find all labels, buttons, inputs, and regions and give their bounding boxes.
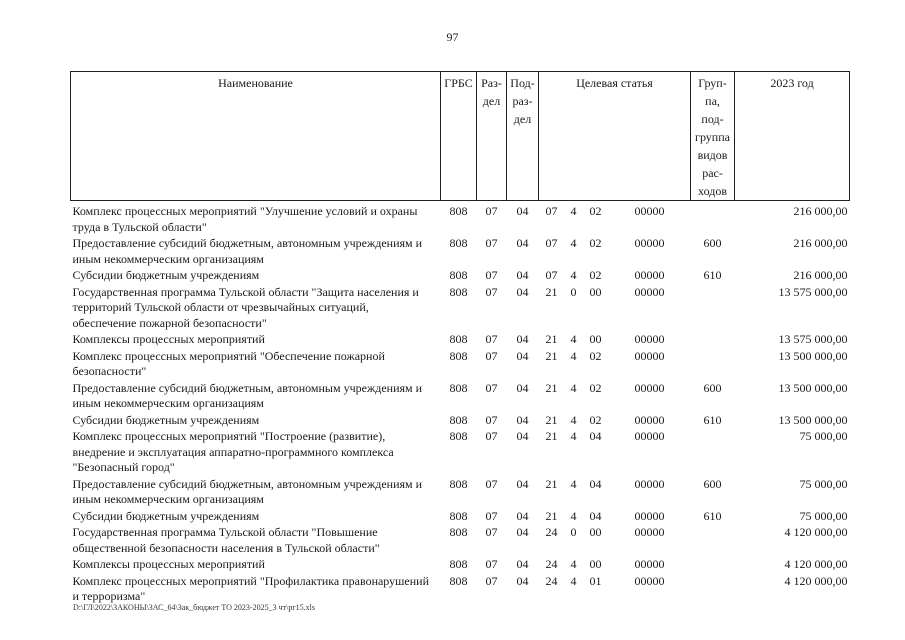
table-body: [71, 204, 850, 606]
cell-target-program: 21: [545, 332, 558, 346]
cell-name: Предоставление субсидий бюджетным, автономным учреждениям и иным некоммерческим организациям: [72, 380, 423, 410]
cell-expense-group: [691, 204, 735, 236]
table-header-row: [71, 72, 850, 201]
cell-expense-group: 610: [703, 412, 722, 427]
cell-grbs: 808: [449, 332, 468, 346]
cell-podrazdel: 04: [516, 236, 529, 250]
cell-amount: 216 000,00: [793, 204, 848, 218]
cell-podrazdel: 04: [516, 348, 529, 363]
cell-podrazdel: 04: [516, 332, 529, 346]
cell-target-code: 00000: [634, 204, 665, 218]
table-row: [71, 509, 850, 526]
cell-podrazdel: 04: [516, 476, 529, 491]
cell-razdel: 07: [485, 284, 498, 299]
cell-target-program: 21: [545, 412, 558, 427]
cell-grbs: 808: [449, 380, 468, 395]
cell-grbs: 808: [449, 412, 468, 427]
cell-target-program: 21: [545, 476, 558, 491]
cell-target-code: 00000: [634, 348, 665, 363]
cell-expense-group: [691, 349, 735, 381]
cell-target-program: 21: [545, 380, 558, 395]
cell-podrazdel: 04: [516, 380, 529, 395]
cell-name: Комплекс процессных мероприятий "Улучшение условий и охраны труда в Тульской области": [72, 204, 418, 234]
header-target-article: Целевая статья: [539, 72, 691, 201]
cell-target-code: 00000: [634, 380, 665, 395]
cell-target-type: 4: [570, 236, 577, 250]
cell-target-type: 4: [570, 573, 577, 588]
cell-grbs: 808: [449, 557, 468, 571]
cell-amount: 13 500 000,00: [778, 380, 848, 395]
cell-target-subprogram: 04: [589, 429, 602, 443]
cell-target-subprogram: 02: [589, 204, 602, 218]
cell-grbs: 808: [449, 268, 468, 282]
cell-grbs: 808: [449, 284, 468, 299]
cell-target-code: 00000: [634, 573, 665, 588]
cell-target-type: 4: [570, 204, 577, 218]
cell-target-program: 07: [545, 236, 558, 250]
cell-grbs: 808: [449, 348, 468, 363]
cell-target-code: 00000: [634, 236, 665, 250]
cell-target-program: 21: [545, 284, 558, 299]
cell-target-code: 00000: [634, 525, 665, 539]
cell-target-subprogram: 02: [589, 268, 602, 282]
table-row: [71, 413, 850, 430]
page-number: 97: [446, 30, 459, 44]
cell-name: Предоставление субсидий бюджетным, автономным учреждениям и иным некоммерческим организациям: [72, 476, 423, 506]
cell-razdel: 07: [485, 557, 498, 571]
cell-amount: 13 575 000,00: [778, 332, 848, 346]
cell-target-type: 4: [570, 557, 577, 571]
cell-target-type: 0: [570, 284, 577, 299]
cell-target-type: 4: [570, 348, 577, 363]
cell-target-subprogram: 00: [589, 332, 602, 346]
cell-name: Субсидии бюджетным учреждениям: [72, 508, 260, 523]
header-razdel: Раз- дел: [477, 72, 507, 201]
cell-target-program: 21: [545, 508, 558, 523]
table-row: [71, 204, 850, 236]
cell-amount: 4 120 000,00: [784, 525, 848, 539]
table-row: [71, 525, 850, 557]
cell-name: Государственная программа Тульской области "Повышение общественной безопасности населения в Тульской области": [72, 525, 380, 555]
cell-name: Комплекс процессных мероприятий "Обеспечение пожарной безопасности": [72, 348, 385, 378]
cell-razdel: 07: [485, 525, 498, 539]
cell-grbs: 808: [449, 525, 468, 539]
header-name: Наименование: [71, 72, 441, 201]
cell-expense-group: [691, 285, 735, 333]
cell-target-program: 24: [545, 557, 558, 571]
cell-amount: 75 000,00: [799, 429, 848, 443]
cell-target-subprogram: 04: [589, 476, 602, 491]
cell-target-program: 21: [545, 429, 558, 443]
cell-target-type: 0: [570, 525, 577, 539]
cell-name: Субсидии бюджетным учреждениям: [72, 268, 260, 282]
cell-razdel: 07: [485, 476, 498, 491]
cell-target-type: 4: [570, 332, 577, 346]
cell-razdel: 07: [485, 268, 498, 282]
cell-target-code: 00000: [634, 508, 665, 523]
cell-razdel: 07: [485, 380, 498, 395]
cell-podrazdel: 04: [516, 204, 529, 218]
cell-podrazdel: 04: [516, 412, 529, 427]
header-grbs: ГРБС: [441, 72, 477, 201]
cell-razdel: 07: [485, 348, 498, 363]
cell-razdel: 07: [485, 412, 498, 427]
cell-target-type: 4: [570, 412, 577, 427]
cell-target-code: 00000: [634, 429, 665, 443]
cell-name: Комплексы процессных мероприятий: [72, 557, 265, 571]
cell-amount: 216 000,00: [793, 236, 848, 250]
cell-expense-group: [691, 332, 735, 349]
cell-target-subprogram: 00: [589, 557, 602, 571]
cell-target-subprogram: 02: [589, 236, 602, 250]
cell-target-program: 07: [545, 204, 558, 218]
cell-amount: 4 120 000,00: [784, 573, 848, 588]
cell-name: Комплексы процессных мероприятий: [72, 332, 265, 346]
cell-target-type: 4: [570, 380, 577, 395]
cell-podrazdel: 04: [516, 525, 529, 539]
table-row: [71, 477, 850, 509]
cell-expense-group: 600: [703, 476, 722, 491]
cell-podrazdel: 04: [516, 429, 529, 443]
cell-podrazdel: 04: [516, 557, 529, 571]
file-path-footer: D:\ГЛ\2022\ЗАКОНЫ\ЗАС_64\Зак_бюджет ТО 2023-2025_3 чт\рг15.xls: [73, 603, 315, 612]
cell-razdel: 07: [485, 429, 498, 443]
cell-expense-group: [691, 525, 735, 557]
cell-podrazdel: 04: [516, 284, 529, 299]
cell-target-type: 4: [570, 476, 577, 491]
cell-grbs: 808: [449, 508, 468, 523]
cell-podrazdel: 04: [516, 268, 529, 282]
cell-amount: 75 000,00: [799, 476, 848, 491]
budget-table: [70, 71, 850, 606]
table-row: [71, 349, 850, 381]
cell-amount: 216 000,00: [793, 268, 848, 282]
cell-target-type: 4: [570, 508, 577, 523]
cell-target-subprogram: 02: [589, 380, 602, 395]
header-year: 2023 год: [735, 72, 850, 201]
cell-target-type: 4: [570, 268, 577, 282]
cell-grbs: 808: [449, 429, 468, 443]
cell-target-subprogram: 04: [589, 508, 602, 523]
cell-expense-group: [691, 557, 735, 574]
cell-target-program: 24: [545, 525, 558, 539]
cell-amount: 13 500 000,00: [778, 348, 848, 363]
cell-expense-group: 600: [703, 236, 722, 250]
table-row: [71, 574, 850, 606]
cell-podrazdel: 04: [516, 573, 529, 588]
cell-podrazdel: 04: [516, 508, 529, 523]
table-row: [71, 268, 850, 285]
table-row: [71, 285, 850, 333]
cell-razdel: 07: [485, 236, 498, 250]
cell-target-subprogram: 02: [589, 348, 602, 363]
cell-expense-group: 600: [703, 380, 722, 395]
cell-name: Комплекс процессных мероприятий "Построение (развитие), внедрение и эксплуатация аппаратно-программного комплекса "Безопасный город": [72, 429, 394, 474]
cell-razdel: 07: [485, 332, 498, 346]
cell-target-code: 00000: [634, 332, 665, 346]
cell-target-code: 00000: [634, 557, 665, 571]
cell-name: Предоставление субсидий бюджетным, автономным учреждениям и иным некоммерческим организациям: [72, 236, 423, 266]
cell-razdel: 07: [485, 573, 498, 588]
table-row: [71, 236, 850, 268]
cell-grbs: 808: [449, 476, 468, 491]
table-row: [71, 381, 850, 413]
header-podrazdel: Под- раз- дел: [507, 72, 539, 201]
cell-target-type: 4: [570, 429, 577, 443]
cell-target-program: 24: [545, 573, 558, 588]
cell-amount: 13 500 000,00: [778, 412, 848, 427]
cell-razdel: 07: [485, 508, 498, 523]
cell-target-code: 00000: [634, 412, 665, 427]
cell-target-subprogram: 00: [589, 284, 602, 299]
cell-target-subprogram: 01: [589, 573, 602, 588]
cell-expense-group: 610: [703, 268, 722, 282]
cell-grbs: 808: [449, 236, 468, 250]
cell-name: Государственная программа Тульской области "Защита населения и территорий Тульской области от чрезвычайных ситуаций, обеспечение пожарной безопасности": [72, 284, 419, 330]
cell-razdel: 07: [485, 204, 498, 218]
cell-target-program: 07: [545, 268, 558, 282]
table-row: [71, 332, 850, 349]
table-row: [71, 429, 850, 477]
cell-target-code: 00000: [634, 284, 665, 299]
cell-amount: 75 000,00: [799, 508, 848, 523]
cell-target-program: 21: [545, 348, 558, 363]
cell-grbs: 808: [449, 573, 468, 588]
cell-name: Субсидии бюджетным учреждениям: [72, 412, 260, 427]
cell-target-code: 00000: [634, 476, 665, 491]
cell-amount: 4 120 000,00: [784, 557, 848, 571]
table-row: [71, 557, 850, 574]
cell-target-subprogram: 00: [589, 525, 602, 539]
header-expense-group: Груп- па, под- группа видов рас- ходов: [691, 72, 735, 201]
cell-expense-group: 610: [703, 508, 722, 523]
cell-amount: 13 575 000,00: [778, 284, 848, 299]
cell-target-code: 00000: [634, 268, 665, 282]
cell-expense-group: [691, 429, 735, 477]
cell-target-subprogram: 02: [589, 412, 602, 427]
cell-grbs: 808: [449, 204, 468, 218]
cell-name: Комплекс процессных мероприятий "Профилактика правонарушений и терроризма": [72, 573, 429, 603]
cell-expense-group: [691, 574, 735, 606]
